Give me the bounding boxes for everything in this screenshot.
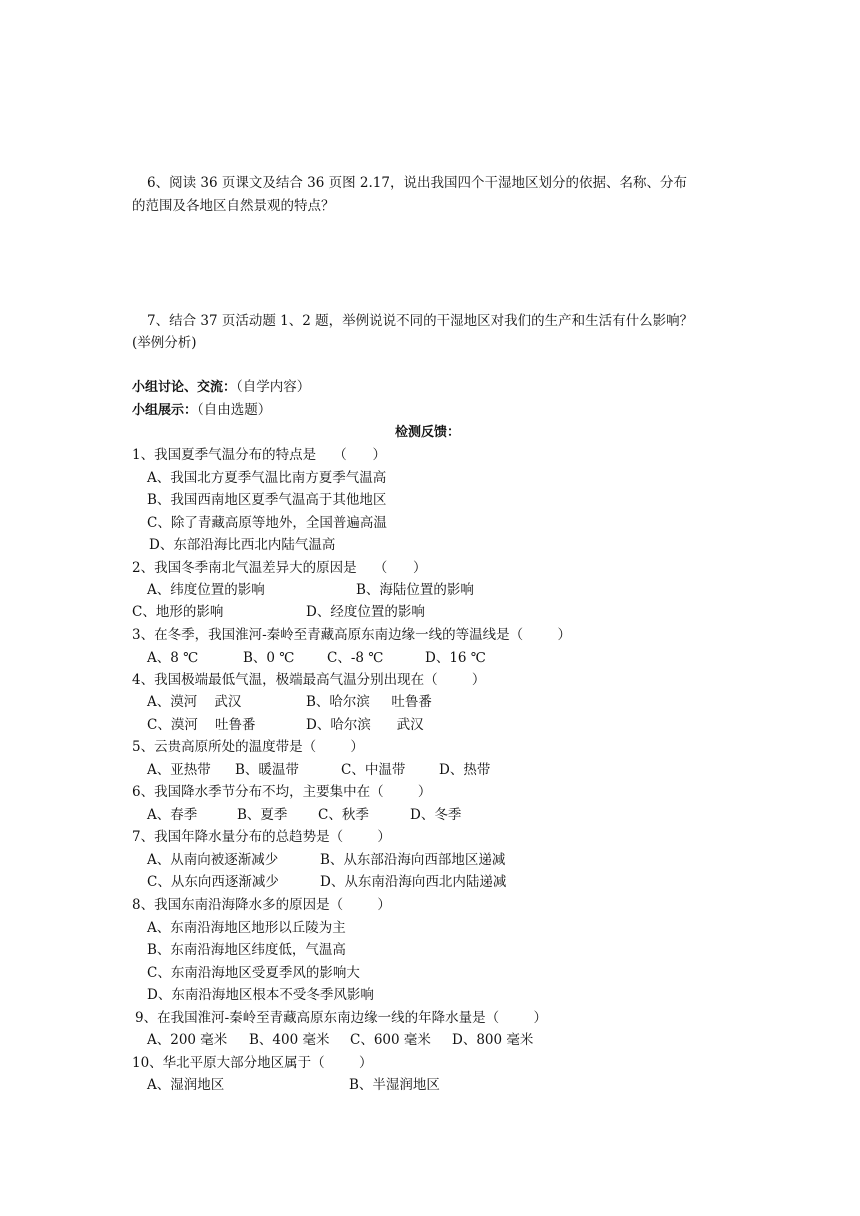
quiz-option: D、16 ℃ <box>425 650 486 666</box>
quiz-option: C、从东向西逐渐减少 <box>147 874 279 890</box>
quiz-option: C、地形的影响 <box>132 604 224 620</box>
quiz-option: A、200 毫米 <box>147 1032 228 1048</box>
group-discussion-value: （自学内容） <box>236 379 311 395</box>
quiz-option: B、从东部沿海向西部地区递减 <box>320 852 506 868</box>
quiz-question: 8、我国东南沿海降水多的原因是（ ） <box>132 897 391 913</box>
group-display <box>132 400 271 421</box>
quiz-question: 9、在我国淮河-秦岭至青藏高原东南边缘一线的年降水量是（ ） <box>135 1010 547 1026</box>
quiz-option: B、东南沿海地区纬度低，气温高 <box>147 942 346 958</box>
quiz-option: D、800 毫米 <box>452 1032 534 1048</box>
quiz-option: D、经度位置的影响 <box>306 604 425 620</box>
quiz-option: B、0 ℃ <box>243 650 295 666</box>
quiz-option: A、8 ℃ <box>147 650 199 666</box>
quiz-option: A、亚热带 <box>147 762 211 778</box>
feedback-title: 检测反馈： <box>395 425 461 440</box>
quiz-option: B、夏季 <box>237 807 288 823</box>
question-6-line2: 的范围及各地区自然景观的特点？ <box>132 198 335 214</box>
quiz-question: 2、我国冬季南北气温差异大的原因是 （ ） <box>132 560 427 576</box>
quiz-option: A、东南沿海地区地形以丘陵为主 <box>147 920 346 936</box>
quiz-option: C、除了青藏高原等地外，全国普遍高温 <box>147 515 387 531</box>
quiz-option: C、东南沿海地区受夏季风的影响大 <box>147 965 360 981</box>
quiz-option: B、暖温带 <box>235 762 299 778</box>
quiz-option: B、我国西南地区夏季气温高于其他地区 <box>147 492 387 508</box>
quiz-question: 7、我国年降水量分布的总趋势是（ ） <box>132 829 391 845</box>
quiz-option: A、春季 <box>147 807 198 823</box>
quiz-option: A、湿润地区 <box>147 1077 225 1093</box>
quiz-option: B、海陆位置的影响 <box>356 582 474 598</box>
quiz-option: A、从南向被逐渐减少 <box>147 852 279 868</box>
quiz-option: D、冬季 <box>410 807 462 823</box>
quiz-option: C、600 毫米 <box>350 1032 431 1048</box>
quiz-option: B、半湿润地区 <box>349 1077 440 1093</box>
quiz-option: A、纬度位置的影响 <box>147 582 265 598</box>
quiz-question: 1、我国夏季气温分布的特点是 （ ） <box>132 447 387 463</box>
quiz-option: D、从东南沿海向西北内陆递减 <box>320 874 507 890</box>
question-7-line2: (举例分析) <box>132 335 197 351</box>
quiz-option: A、漠河 武汉 <box>147 694 242 710</box>
group-display-label: 小组展示： <box>132 403 198 418</box>
quiz-question: 6、我国降水季节分布不均，主要集中在（ ） <box>132 784 432 800</box>
quiz-question: 4、我国极端最低气温，极端最高气温分别出现在（ ） <box>132 672 486 688</box>
group-discussion <box>132 377 310 398</box>
group-display-value: （自由选题） <box>197 402 272 418</box>
quiz-question: 5、云贵高原所处的温度带是（ ） <box>132 739 364 755</box>
quiz-option: C、-8 ℃ <box>327 650 384 666</box>
group-discussion-label: 小组讨论、交流： <box>132 380 237 395</box>
question-6-line1: 6、阅读 36 页课文及结合 36 页图 2.17，说出我国四个干湿地区划分的依据、名称、分布 <box>147 175 687 191</box>
quiz-option: A、我国北方夏季气温比南方夏季气温高 <box>147 470 387 486</box>
quiz-question: 10、华北平原大部分地区属于（ ） <box>132 1055 373 1071</box>
quiz-question: 3、在冬季，我国淮河-秦岭至青藏高原东南边缘一线的等温线是（ ） <box>132 627 571 643</box>
quiz-option: B、哈尔滨 吐鲁番 <box>306 694 432 710</box>
quiz-option: C、中温带 <box>341 762 406 778</box>
quiz-option: D、东南沿海地区根本不受冬季风影响 <box>147 987 374 1003</box>
question-7-line1: 7、结合 37 页活动题 1、2 题，举例说说不同的干湿地区对我们的生产和生活有什么影响？ <box>147 313 694 329</box>
quiz-option: C、秋季 <box>318 807 369 823</box>
quiz-option: D、东部沿海比西北内陆气温高 <box>149 537 336 553</box>
quiz-option: C、漠河 吐鲁番 <box>147 717 256 733</box>
quiz-option: D、热带 <box>439 762 491 778</box>
quiz-option: D、哈尔滨 武汉 <box>306 717 424 733</box>
quiz-option: B、400 毫米 <box>249 1032 330 1048</box>
